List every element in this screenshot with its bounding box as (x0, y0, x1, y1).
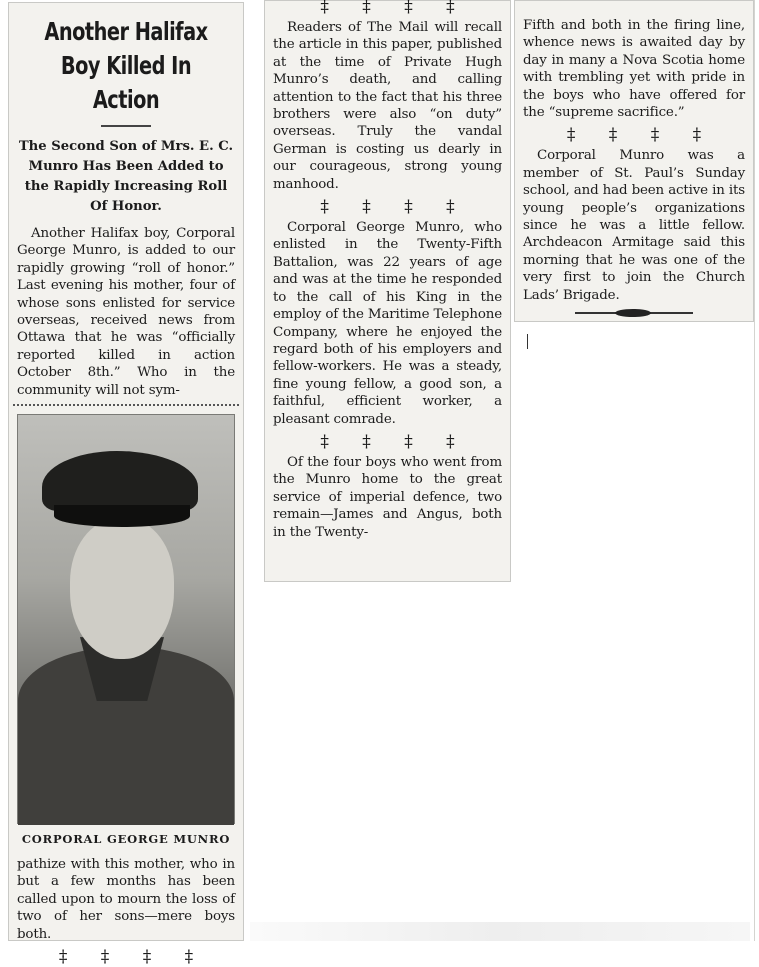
section-ornament: ‡ ‡ ‡ ‡ (58, 947, 208, 967)
end-of-article-rule (575, 312, 693, 314)
section-ornament: ‡ ‡ ‡ ‡ (566, 125, 716, 146)
photo-divider (13, 404, 239, 406)
photo-caption: CORPORAL GEORGE MUNRO (21, 832, 231, 847)
text-cursor (527, 334, 528, 349)
photo-face (70, 519, 174, 659)
article-paragraph-6: Fifth and both in the firing line, whence news is awaited day by day in many a Nova Scotia home with trembling yet with pride in the boys who have offered for the “supreme sacrifice.” (523, 18, 745, 121)
article-paragraph-1: Another Halifax boy, Corporal George Munro, is added to our rapidly growing “roll of honor.” Last evening his mother, four of whose sons enlisted for service overseas, received news from Ottawa that he was “officially reported killed in action October 8th.” Who in the community will not sym- (17, 226, 235, 398)
headline-rule (101, 125, 151, 127)
photo-cap-visor (54, 505, 190, 527)
subheadline: The Second Son of Mrs. E. C. Munro Has Been Added to the Rapidly Increasing Roll Of Honor. (18, 139, 234, 214)
clipping-column-3 (514, 0, 754, 322)
portrait-photo (17, 414, 235, 824)
article-paragraph-3: Readers of The Mail will recall the article in this paper, published at the time of Private Hugh Munro’s death, and calling attention to the fact that his three brothers were also “on duty” overseas. Truly the vandal German is costing us dearly in our courageous, strong young manhood. (273, 20, 502, 192)
article-paragraph-2: pathize with this mother, who in but a few months has been called upon to mourn the loss of two of her sons—mere boys both. (17, 857, 235, 942)
article-paragraph-4: Corporal George Munro, who enlisted in the Twenty-Fifth Battalion, was 22 years of age and was at the time he responded to the call of his King in the employ of the Maritime Telephone Company, where he enjoyed the regard both of his employers and fellow-workers. He was a steady, fine young fellow, a good son, a faithful, efficient worker, a pleasant comrade. (273, 220, 502, 427)
page-edge-line (754, 0, 755, 941)
clipping-column-2 (264, 0, 511, 582)
bottom-edge (250, 922, 750, 941)
photo-cap (42, 451, 198, 511)
section-ornament: ‡ ‡ ‡ ‡ (320, 0, 469, 17)
clipping-column-1 (8, 2, 244, 967)
headline: Another Halifax Boy Killed In Action (44, 17, 208, 114)
section-ornament: ‡ ‡ ‡ ‡ (320, 431, 469, 452)
article-paragraph-7: Corporal Munro was a member of St. Paul’s Sunday school, and had been active in its young people’s organizations since he was a little fellow. Archdeacon Armitage said this morning that he was one of the very first to join the Church Lads’ Brigade. (523, 148, 745, 303)
end-rule-ornament (615, 309, 651, 317)
section-ornament: ‡ ‡ ‡ ‡ (320, 197, 469, 218)
article-paragraph-5: Of the four boys who went from the Munro home to the great service of imperial defence, two remain—James and Angus, both in the Twenty- (273, 454, 502, 540)
